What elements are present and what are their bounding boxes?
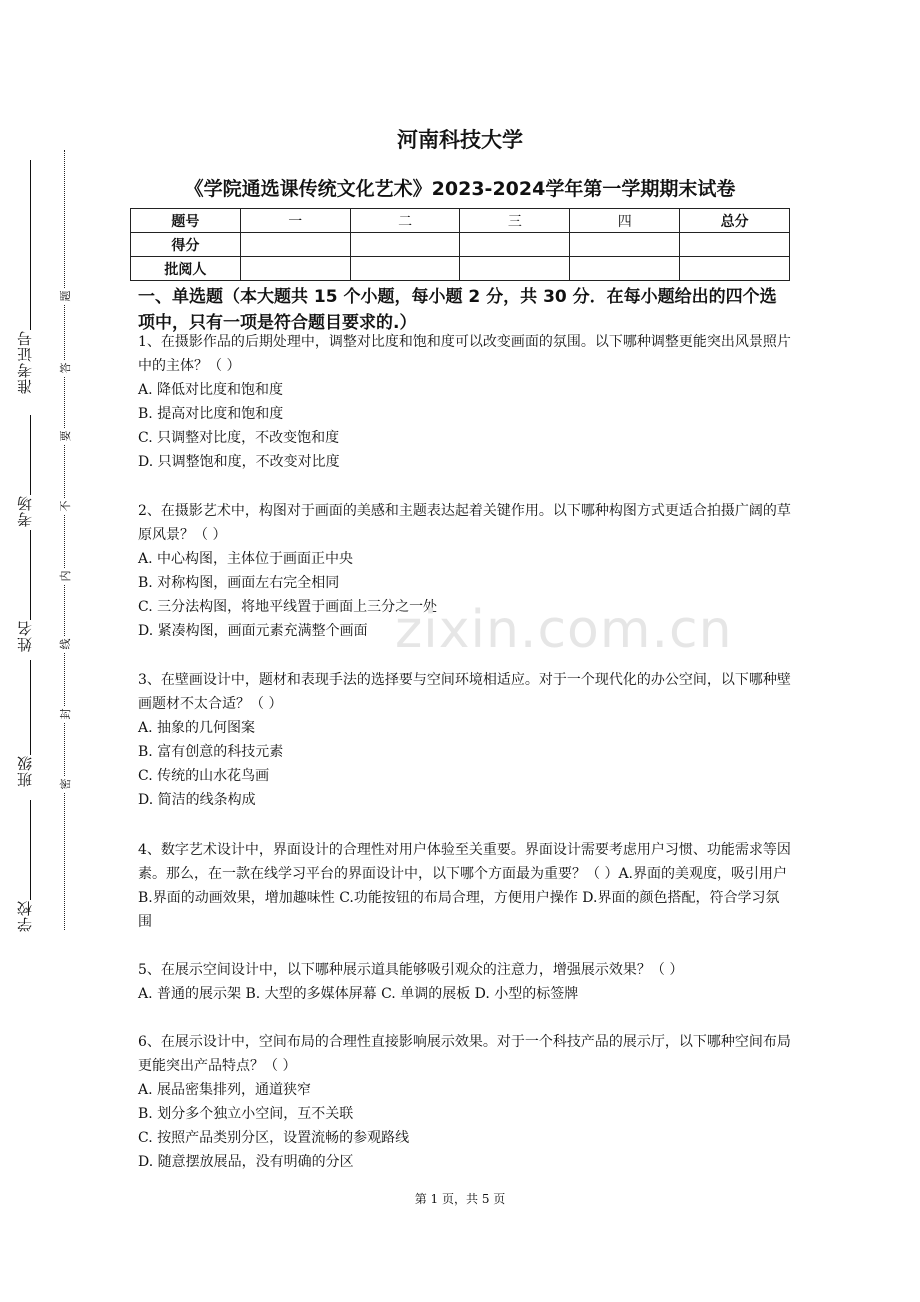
col-header: 题号 [131,209,241,233]
option-b: B. 提高对比度和饱和度 [138,406,284,422]
question-6 [138,1030,792,1174]
section-heading: 一、单选题（本大题共 15 个小题，每小题 2 分，共 30 分．在每小题给出的四个选项中，只有一项是符合题目要求的.） [138,287,777,333]
score-row [131,233,790,257]
option-b: B. 划分多个独立小空间，互不关联 [138,1106,354,1122]
exam-room-label: 考场 [16,495,34,527]
class-label: 班级 [16,755,34,787]
seal-char: 封 [57,706,73,722]
question-stem: 6、在展示设计中，空间布局的合理性直接影响展示效果。对于一个科技产品的展示厅，以下哪种空间布局更能突出产品特点？（ ） [138,1034,791,1074]
option-b: B. 富有创意的科技元素 [138,744,284,760]
seal-char: 不 [57,498,73,514]
question-1 [138,330,792,474]
score-cell [570,233,680,257]
seal-char: 题 [57,288,73,304]
question-stem: 4、数字艺术设计中，界面设计的合理性对用户体验至关重要。界面设计需要考虑用户习惯、功能需求等因素。那么，在一款在线学习平台的界面设计中，以下哪个方面最为重要？（ ）A.界面的美观度，吸引用户 B.界面的动画效果，增加趣味性 C.功能按钮的布局合理，方便用户操作 D.界面的颜色搭配，符合学习氛围 [138,842,791,930]
seal-char: 内 [57,568,73,584]
school-label: 学校 [16,900,34,932]
option-c: C. 三分法构图，将地平线置于画面上三分之一处 [138,599,438,615]
seal-char: 答 [57,360,73,376]
school-line [30,800,31,900]
name-label: 姓名 [16,620,34,652]
question-4 [138,838,792,934]
question-stem: 1、在摄影作品的后期处理中，调整对比度和饱和度可以改变画面的氛围。以下哪种调整更能突出风景照片中的主体？（ ） [138,334,791,374]
binding-margin [0,140,90,940]
question-3 [138,668,792,812]
question-stem: 5、在展示空间设计中，以下哪种展示道具能够吸引观众的注意力，增强展示效果？（ ） [138,962,684,978]
options-inline: A. 普通的展示架 B. 大型的多媒体屏幕 C. 单调的展板 D. 小型的标签牌 [138,986,579,1002]
seal-char: 要 [57,428,73,444]
reviewer-row [131,257,790,281]
option-a: A. 降低对比度和饱和度 [138,382,284,398]
col-header: 三 [460,209,570,233]
col-header: 二 [350,209,460,233]
score-table [130,208,790,281]
col-header: 总分 [680,209,790,233]
row-header: 得分 [131,233,241,257]
option-d: D. 简洁的线条构成 [138,792,256,808]
option-c: C. 传统的山水花鸟画 [138,768,270,784]
option-b: B. 对称构图，画面左右完全相同 [138,575,340,591]
reviewer-cell [350,257,460,281]
class-line [30,660,31,755]
watermark: zixin.com.cn [395,600,733,660]
name-line [30,530,31,620]
option-a: A. 中心构图，主体位于画面正中央 [138,551,354,567]
exam-room-line [30,415,31,495]
option-c: C. 按照产品类别分区，设置流畅的参观路线 [138,1130,410,1146]
score-cell [460,233,570,257]
col-header: 一 [240,209,350,233]
option-d: D. 紧凑构图，画面元素充满整个画面 [138,623,368,639]
score-cell [240,233,350,257]
option-a: A. 展品密集排列，通道狭窄 [138,1082,312,1098]
reviewer-cell [240,257,350,281]
exam-id-label: 准考证号 [16,330,34,394]
seal-char: 密 [57,776,73,792]
score-cell [350,233,460,257]
score-cell [680,233,790,257]
row-header: 批阅人 [131,257,241,281]
col-header: 四 [570,209,680,233]
reviewer-cell [570,257,680,281]
score-table-header-row [131,209,790,233]
university-title: 河南科技大学 [397,128,523,152]
exam-title: 《学院通选课传统文化艺术》2023-2024学年第一学期期末试卷 [184,178,736,200]
question-stem: 2、在摄影艺术中，构图对于画面的美感和主题表达起着关键作用。以下哪种构图方式更适合拍摄广阔的草原风景？（ ） [138,503,791,543]
page-footer: 第 1 页，共 5 页 [414,1192,506,1206]
question-5 [138,958,792,1006]
reviewer-cell [460,257,570,281]
seal-char: 线 [57,636,73,652]
reviewer-cell [680,257,790,281]
option-c: C. 只调整对比度，不改变饱和度 [138,430,340,446]
option-a: A. 抽象的几何图案 [138,720,256,736]
option-d: D. 随意摆放展品，没有明确的分区 [138,1154,354,1170]
seal-dashed-line [64,150,65,930]
question-stem: 3、在壁画设计中，题材和表现手法的选择要与空间环境相适应。对于一个现代化的办公空间，以下哪种壁画题材不太合适？（ ） [138,672,791,712]
option-d: D. 只调整饱和度，不改变对比度 [138,454,340,470]
